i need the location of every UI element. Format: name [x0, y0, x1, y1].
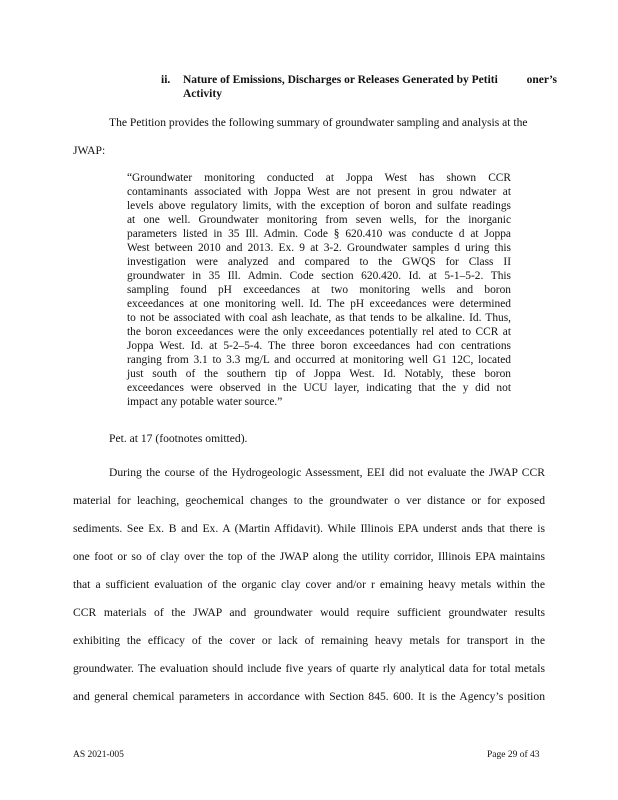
quote-line: ranging from 3.1 to 3.3 mg/L and occurred at monitoring well G1 12C, located: [127, 354, 511, 366]
section-title-line-1: Nature of Emissions, Discharges or Releases Generated by Petiti oner’s: [183, 74, 558, 86]
quote-line: impact any potable water source.”: [127, 396, 283, 408]
quote-line: parameters listed in 35 Ill. Admin. Code § 620.410 was conducte d at Joppa: [127, 228, 511, 240]
paragraph-line: During the course of the Hydrogeologic Assessment, EEI did not evaluate the JWAP CCR: [109, 466, 545, 479]
quote-line: at one well. Groundwater monitoring from seven wells, for the inorganic: [127, 214, 511, 226]
quote-line: groundwater in 35 Ill. Admin. Code section 620.420. Id. at 5-1–5-2. This: [127, 270, 511, 282]
quote-line: to not be associated with coal ash leachate, as that tends to be alkaline. Id. Thus,: [127, 312, 511, 324]
quote-line: Joppa West. Id. at 5-2–5-4. The three boron exceedances had con centrations: [127, 340, 511, 352]
quote-line: the boron exceedances were the only exceedances potentially rel ated to CCR at: [127, 326, 511, 338]
quote-line: sampling found pH exceedances at two monitoring wells and boron: [127, 284, 511, 296]
quote-line: West between 2010 and 2013. Ex. 9 at 3-2. Groundwater samples d uring this: [127, 242, 511, 254]
citation: Pet. at 17 (footnotes omitted).: [109, 432, 248, 445]
paragraph-line: sediments. See Ex. B and Ex. A (Martin Affidavit). While Illinois EPA underst ands that there is: [73, 522, 545, 535]
paragraph-line: and general chemical parameters in accordance with Section 845. 600. It is the Agency’s position: [73, 690, 545, 703]
quote-line: “Groundwater monitoring conducted at Joppa West has shown CCR: [127, 172, 511, 184]
paragraph-line: groundwater. The evaluation should include five years of quarte rly analytical data for total metals: [73, 662, 545, 675]
paragraph-line: material for leaching, geochemical changes to the groundwater o ver distance or for exposed: [73, 494, 545, 507]
quote-line: just south of the southern tip of Joppa West. Id. Notably, these boron: [127, 368, 511, 380]
intro-line-2: JWAP:: [73, 144, 106, 157]
quote-line: exceedances were observed in the UCU layer, indicating that the y did not: [127, 382, 511, 394]
quote-line: levels above regulatory limits, with the exception of boron and sulfate readings: [127, 200, 511, 212]
section-numeral: ii.: [161, 74, 171, 86]
paragraph-line: one foot or so of clay over the top of the JWAP along the utility corridor, Illinois EPA maintains: [73, 550, 545, 563]
paragraph-line: exhibiting the efficacy of the cover or lack of remaining heavy metals for transport in the: [73, 634, 545, 647]
quote-line: investigation were analyzed and compared to the GWQS for Class II: [127, 256, 511, 268]
quote-line: exceedances at one monitoring well. Id. The pH exceedances were determined: [127, 298, 511, 310]
paragraph-line: that a sufficient evaluation of the organic clay cover and/or r emaining heavy metals within the: [73, 578, 545, 591]
footer-page-number: Page 29 of 43: [487, 750, 540, 760]
paragraph-line: CCR materials of the JWAP and groundwater would require sufficient groundwater results: [73, 606, 545, 619]
quote-line: contaminants associated with Joppa West are not present in grou ndwater at: [127, 186, 511, 198]
footer-docket: AS 2021-005: [73, 750, 124, 760]
section-title-line-2: Activity: [183, 88, 222, 100]
intro-line-1: The Petition provides the following summary of groundwater sampling and analysis at the: [109, 116, 528, 129]
